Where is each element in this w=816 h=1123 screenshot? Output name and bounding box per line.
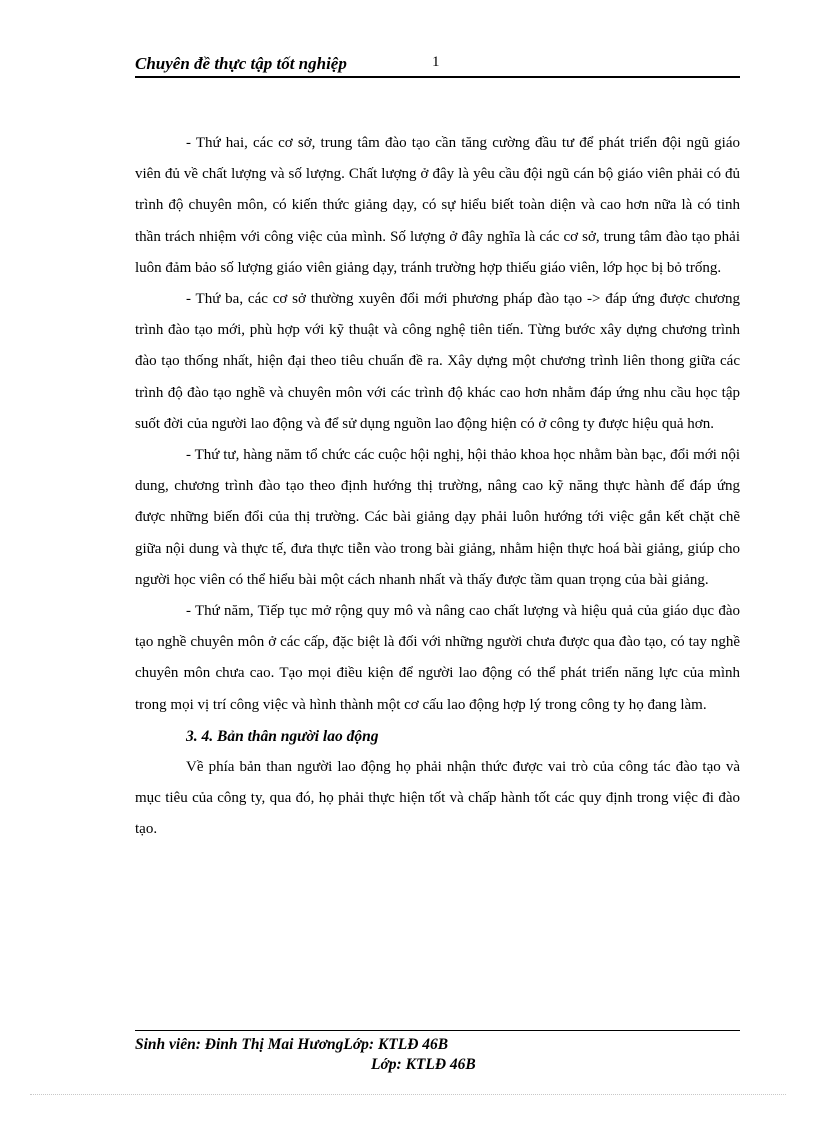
paragraph-thu-ba: - Thứ ba, các cơ sở thường xuyên đổi mới phương pháp đào tạo -> đáp ứng được chương trình đào tạo mới, phù hợp với kỹ thuật và công nghệ tiên tiến. Từng bước xây dựng chương trình đào tạo thống nhất, hiện đại theo tiêu chuẩn đề ra. Xây dựng một chương trình liên thong giữa các trình độ đào tạo nghề và chuyên môn với các trình độ khác cao hơn nhằm đáp ứng nhu cầu học tập suốt đời của người lao động và để sử dụng nguồn lao động hiện có ở công ty được hiệu quả hơn. — [135, 291, 740, 432]
page-footer — [135, 1030, 740, 1075]
page-header — [135, 50, 740, 78]
paragraph-thu-tu: - Thứ tư, hàng năm tổ chức các cuộc hội nghị, hội thảo khoa học nhằm bàn bạc, đổi mới nội dung, chương trình đào tạo theo định hướng thị trường, nâng cao kỹ năng thực hành để đáp ứng được những biến đổi của thị trường. Các bài giảng dạy phải luôn hướng tới việc gắn kết chặt chẽ giữa nội dung và thực tế, đưa thực tiễn vào trong bài giảng, nhằm hiện thực hoá bài giảng, giúp cho người học viên có thể hiểu bài một cách nhanh nhất và thấy được tầm quan trọng của bài giảng. — [135, 447, 740, 588]
paragraph-thu-nam: - Thứ năm, Tiếp tục mở rộng quy mô và nâng cao chất lượng và hiệu quả của giáo dục đào tạo nghề chuyên môn ở các cấp, đặc biệt là đối với những người chưa được qua đào tạo, có tay nghề chuyên môn chưa cao. Tạo mọi điều kiện để người lao động có thể phát triển năng lực của mình trong mọi vị trí công việc và hình thành một cơ cấu lao động hợp lý trong công ty họ đang làm. — [135, 603, 740, 713]
page-bottom-dotted-border — [30, 1094, 786, 1095]
document-body — [135, 128, 740, 846]
footer-student-info: Sinh viên: Đinh Thị Mai HươngLớp: KTLĐ 46B — [135, 1036, 449, 1053]
section-heading: 3. 4. Bản thân người lao động — [186, 727, 379, 745]
footer-class-info: Lớp: KTLĐ 46B — [371, 1056, 476, 1073]
paragraph-closing: Về phía bản than người lao động họ phải nhận thức được vai trò của công tác đào tạo và mục tiêu của công ty, qua đó, họ phải thực hiện tốt và chấp hành tốt các quy định trong việc đi đào tạo. — [135, 759, 740, 838]
document-title: Chuyên đề thực tập tốt nghiệp — [135, 54, 347, 73]
paragraph-thu-hai: - Thứ hai, các cơ sở, trung tâm đào tạo cần tăng cường đầu tư để phát triển đội ngũ giáo viên đủ về chất lượng và số lượng. Chất lượng ở đây là yêu cầu đội ngũ cán bộ giáo viên phải có đủ trình độ chuyên môn, có kiến thức giảng dạy, có sự hiểu biết toàn diện và cao hơn nữa là có tinh thần trách nhiệm với công việc của mình. Số lượng ở đây nghĩa là các cơ sở, trung tâm đào tạo phải luôn đảm bảo số lượng giáo viên giảng dạy, tránh trường hợp thiếu giáo viên, lớp học bị bỏ trống. — [135, 135, 740, 276]
page-number: 1 — [432, 54, 440, 70]
